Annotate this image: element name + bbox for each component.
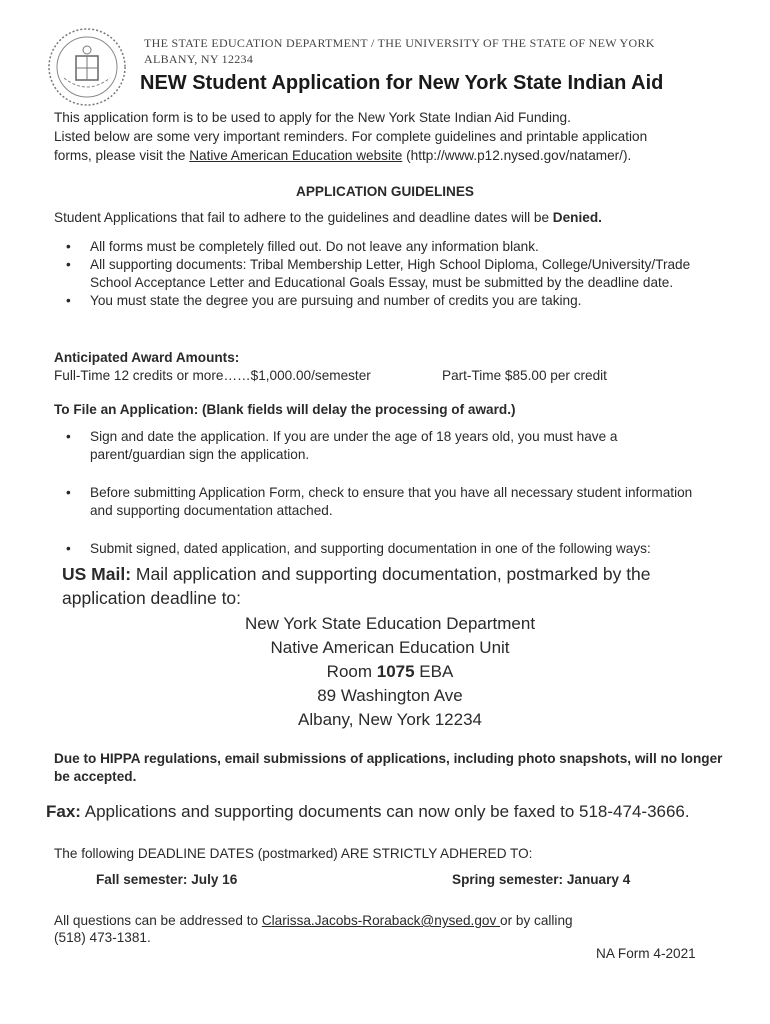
fall-deadline: Fall semester: July 16	[96, 872, 238, 887]
intro-line-3-pre: forms, please visit the	[54, 148, 190, 163]
contact-pre: All questions can be addressed to	[54, 913, 262, 928]
address-room	[0, 660, 770, 684]
guideline-list	[54, 238, 704, 310]
fax-text: Applications and supporting documents can now only be faxed to 518-474-3666.	[80, 802, 690, 821]
filing-item: • Sign and date the application. If you are under the age of 18 years old, you must have a parent/guardian sign the application.	[54, 428, 704, 464]
part-time-amount: Part-Time $85.00 per credit	[442, 368, 607, 383]
native-american-education-link[interactable]: Native American Education website	[189, 148, 403, 163]
room-prefix: Room	[326, 662, 377, 681]
guidelines-heading: APPLICATION GUIDELINES	[296, 184, 474, 199]
intro-paragraph	[54, 108, 734, 165]
us-mail-text: Mail application and supporting documentation, postmarked by the application deadline to:	[62, 564, 651, 608]
form-id: NA Form 4-2021	[596, 946, 696, 961]
room-number: 1075	[376, 662, 415, 681]
contact-post: or by calling	[500, 913, 573, 928]
mailing-address	[0, 612, 770, 732]
filing-heading: To File an Application: (Blank fields will delay the processing of award.)	[54, 402, 516, 417]
fax-instructions	[46, 802, 690, 822]
us-mail-label: US Mail:	[62, 564, 132, 584]
intro-line-3-post: (http://www.p12.nysed.gov/natamer/).	[402, 148, 632, 163]
filing-item: • Submit signed, dated application, and supporting documentation in one of the following ways:	[54, 540, 704, 558]
intro-line-2: Listed below are some very important reminders. For complete guidelines and printable application	[54, 129, 648, 144]
filing-item: • Before submitting Application Form, check to ensure that you have all necessary student information and supporting documentation attached.	[54, 484, 704, 520]
guideline-item: • All forms must be completely filled out. Do not leave any information blank.	[54, 238, 704, 256]
address-line-2: Native American Education Unit	[270, 638, 510, 657]
intro-line-1: This application form is to be used to apply for the New York State Indian Aid Funding.	[54, 110, 571, 125]
intro-line-3	[54, 146, 734, 165]
room-suffix: EBA	[414, 662, 454, 681]
filing-list	[54, 428, 704, 578]
department-line: THE STATE EDUCATION DEPARTMENT / THE UNIVERSITY OF THE STATE OF NEW YORK	[144, 36, 655, 50]
denial-warning	[54, 210, 602, 225]
award-heading: Anticipated Award Amounts:	[54, 350, 240, 365]
spring-deadline: Spring semester: January 4	[452, 872, 631, 887]
deadline-intro: The following DEADLINE DATES (postmarked) ARE STRICTLY ADHERED TO:	[54, 846, 533, 861]
fax-label: Fax:	[46, 802, 81, 821]
page-title: NEW Student Application for New York State Indian Aid	[140, 72, 664, 94]
contact-phone: (518) 473-1381.	[54, 930, 151, 945]
guideline-item: • You must state the degree you are pursuing and number of credits you are taking.	[54, 292, 704, 310]
full-time-amount: Full-Time 12 credits or more……$1,000.00/semester	[54, 368, 371, 383]
hippa-notice: Due to HIPPA regulations, email submissions of applications, including photo snapshots, will no longer be accepted.	[54, 751, 723, 784]
address-line-5: Albany, New York 12234	[298, 710, 482, 729]
denial-warning-text: Student Applications that fail to adhere to the guidelines and deadline dates will be	[54, 210, 553, 225]
denied-word: Denied.	[552, 210, 602, 225]
state-seal-icon	[46, 26, 128, 108]
guideline-item: • All supporting documents: Tribal Membership Letter, High School Diploma, College/University/Trade School Acceptance Letter and Educational Goals Essay, must be submitted by the deadline date.	[54, 256, 704, 292]
contact-info	[54, 912, 694, 946]
us-mail-instructions	[62, 562, 702, 610]
address-line-4: 89 Washington Ave	[317, 686, 463, 705]
city-line: ALBANY, NY 12234	[144, 52, 254, 66]
address-line-1: New York State Education Department	[244, 614, 536, 633]
contact-email-link[interactable]: Clarissa.Jacobs-Roraback@nysed.gov	[261, 913, 501, 928]
